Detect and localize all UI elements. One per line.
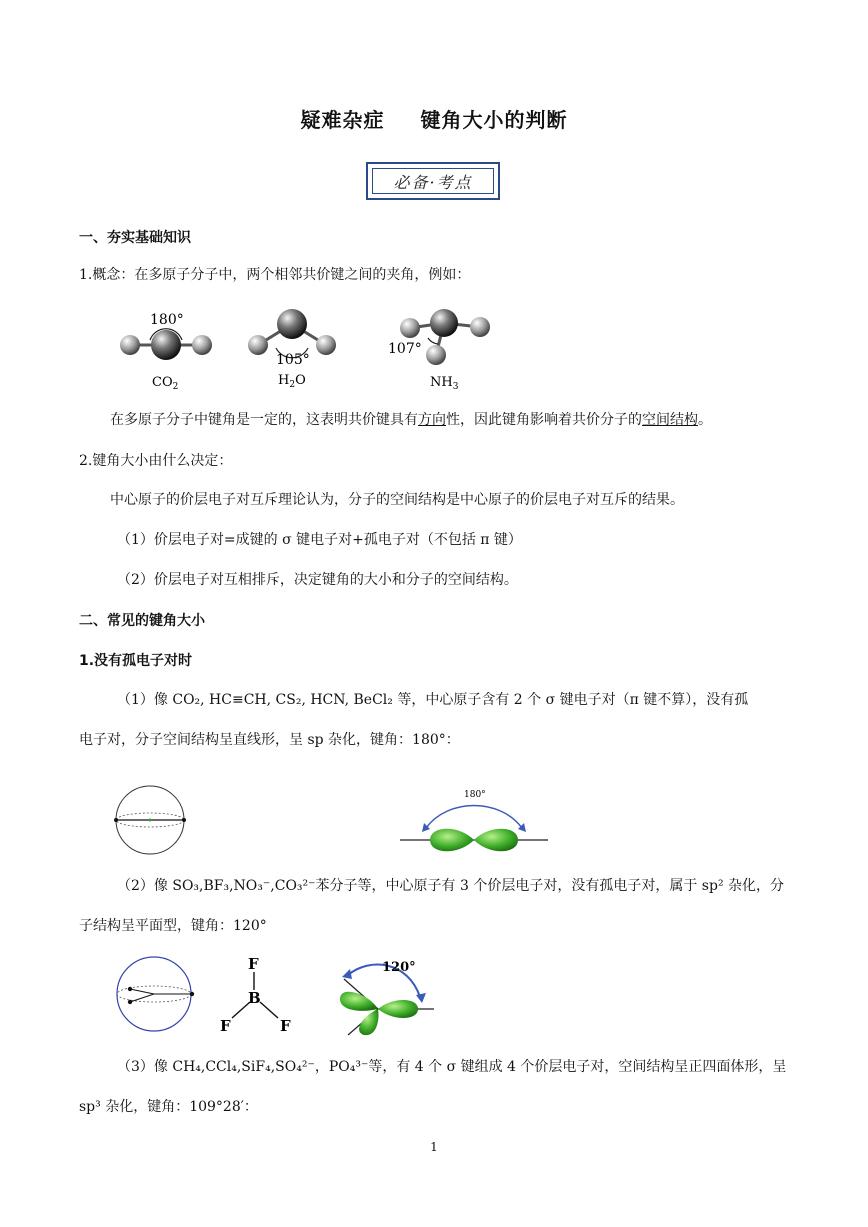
bf3-structure bbox=[214, 956, 298, 1036]
h2o-formula: $H_2O$ bbox=[278, 373, 306, 390]
badge-label: 必备·考点 bbox=[372, 168, 494, 194]
sp2-angle-label: 120° bbox=[382, 960, 416, 975]
direction-paragraph: 在多原子分子中键角是一定的，这表明共价键具有方向性，因此键角影响着共价分子的空间结构。 bbox=[110, 412, 712, 428]
no-lone-pair-heading: 1.没有孤电子对时 bbox=[79, 653, 193, 669]
h2o-model bbox=[248, 309, 336, 390]
vsepr-paragraph: 中心原子的价层电子对互斥理论认为，分子的空间结构是中心原子的价层电子对互斥的结果。 bbox=[110, 492, 684, 508]
co2-formula: $CO_2$ bbox=[152, 375, 179, 392]
bf3-f-right: F bbox=[280, 1017, 291, 1035]
nh3-model bbox=[388, 309, 490, 392]
sp-orbital-diagram bbox=[398, 786, 550, 860]
section-badge bbox=[366, 162, 500, 200]
bf3-f-left: F bbox=[220, 1017, 231, 1035]
bf3-b: B bbox=[248, 989, 261, 1007]
co2-angle-label: 180° bbox=[150, 312, 184, 328]
molecule-diagrams bbox=[110, 300, 510, 395]
item1-line1: （1）像 CO₂, HC≡CH, CS₂, HCN, BeCl₂ 等，中心原子含有 2 个 σ 键电子对（π 键不算），没有孤 bbox=[117, 692, 749, 708]
item3-line1: （3）像 CH₄,CCl₄,SiF₄,SO₄²⁻，PO₄³⁻等，有 4 个 σ 键组成 4 个价层电子对，空间结构呈正四面体形，呈 bbox=[117, 1059, 787, 1075]
determine-heading: 2.键角大小由什么决定： bbox=[79, 453, 233, 469]
item2-line2: 子结构呈平面型，键角：120° bbox=[79, 918, 267, 934]
co2-model bbox=[120, 312, 212, 392]
title-part1: 疑难杂症 bbox=[300, 108, 385, 132]
h2o-angle-label: 105° bbox=[276, 352, 310, 368]
item2-line1: （2）像 SO₃,BF₃,NO₃⁻,CO₃²⁻苯分子等，中心原子有 3 个价层电子对，没有孤电子对，属于 sp² 杂化，分 bbox=[117, 878, 785, 894]
bf3-f-top: F bbox=[248, 956, 259, 973]
section1-heading: 一、夯实基础知识 bbox=[79, 230, 191, 246]
section2-heading: 二、常见的键角大小 bbox=[79, 613, 205, 629]
sp-angle-label: 180° bbox=[464, 790, 486, 800]
nh3-angle-label: 107° bbox=[388, 341, 422, 357]
sp-sphere-diagram bbox=[110, 784, 190, 859]
valence-pair-item: （1）价层电子对=成键的 σ 键电子对+孤电子对（不包括 π 键） bbox=[117, 532, 522, 548]
title-part2: 键角大小的判断 bbox=[420, 108, 568, 132]
page-number: 1 bbox=[430, 1140, 438, 1154]
page-title bbox=[0, 104, 868, 133]
item3-line2: sp³ 杂化，键角：109°28′： bbox=[79, 1099, 258, 1115]
item1-line2: 电子对，分子空间结构呈直线形，呈 sp 杂化，键角：180°： bbox=[79, 732, 460, 748]
nh3-formula: $NH_3$ bbox=[430, 375, 459, 392]
sp2-sphere-diagram bbox=[112, 956, 196, 1036]
repulsion-item: （2）价层电子对互相排斥，决定键角的大小和分子的空间结构。 bbox=[117, 572, 518, 588]
sp2-orbital-diagram bbox=[322, 953, 442, 1037]
concept-paragraph: 1.概念：在多原子分子中，两个相邻共价键之间的夹角，例如： bbox=[79, 267, 471, 283]
